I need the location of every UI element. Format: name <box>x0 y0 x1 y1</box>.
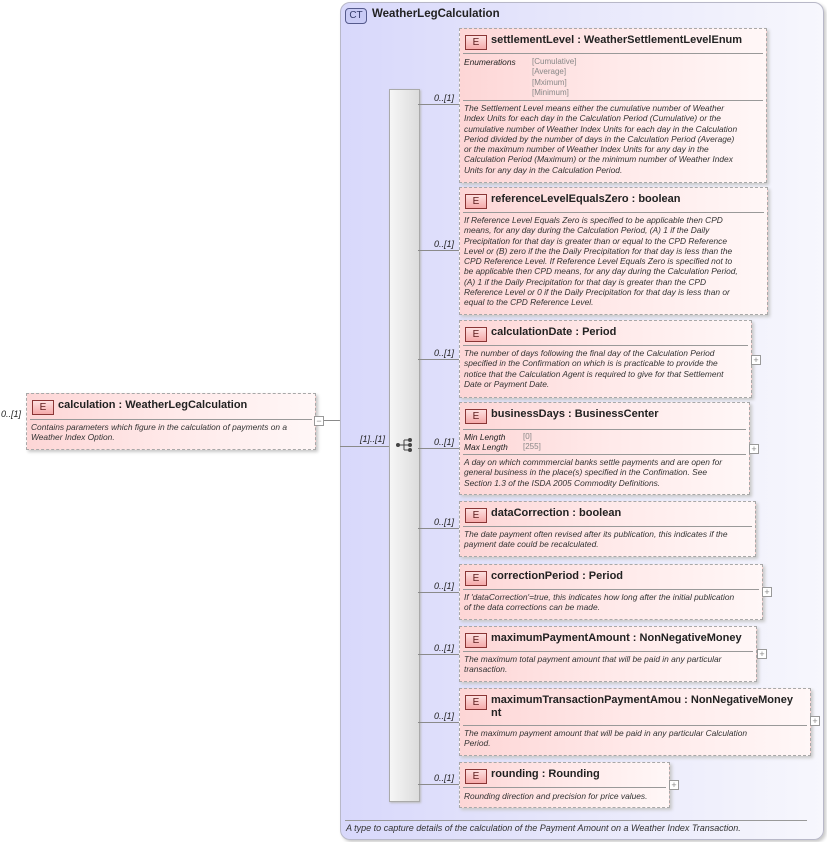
element-badge-icon: E <box>465 327 487 342</box>
connector <box>418 359 460 360</box>
element-description: The maximum total payment amount that will be paid in any particular transaction. <box>464 654 722 675</box>
element-title: dataCorrection : boolean <box>491 507 622 519</box>
element-title: calculationDate : Period <box>491 326 617 338</box>
connector <box>418 784 460 785</box>
element-title: calculation : WeatherLegCalculation <box>58 399 248 411</box>
element-description: The maximum payment amount that will be paid in any particular Calculation Period. <box>464 728 748 749</box>
element-description: The number of days following the final day of the Calculation Period specified in the Confirmation on which is is practicable to provide the notice that the Calculation Agent is required to give for that Settlement Date or Payment Date. <box>464 348 724 389</box>
element-calculation[interactable] <box>26 393 316 450</box>
occurrence: 0..[1] <box>434 437 455 447</box>
element-title: settlementLevel : WeatherSettlementLevelEnum <box>491 34 743 46</box>
expand-icon[interactable]: + <box>751 355 761 365</box>
element-badge-icon: E <box>465 769 487 784</box>
element-description: A day on which commmercial banks settle payments and are open for general business in the place(s) specified in the Confimation. See Section 1.3 of the ISDA 2005 Commodity Definitions. <box>464 457 723 488</box>
element-badge-icon: E <box>32 400 54 415</box>
element-settlementlevel[interactable] <box>459 28 767 183</box>
complex-type-description: A type to capture details of the calculation of the Payment Amount on a Weather Index Transaction. <box>346 823 741 833</box>
occurrence: 0..[1] <box>434 93 455 103</box>
separator <box>463 725 807 726</box>
complex-type-badge-icon: CT <box>345 8 367 24</box>
separator <box>463 589 759 590</box>
facet-label: Max Length <box>464 442 508 452</box>
connector <box>418 592 460 593</box>
enumeration-list: [Cumulative] [Average] [Mximum] [Minimum] <box>532 57 577 97</box>
separator <box>463 345 748 346</box>
element-badge-icon: E <box>465 409 487 424</box>
separator <box>463 526 752 527</box>
element-maximumtransactionpaymentamount[interactable] <box>459 688 811 756</box>
sequence-occurrence: [1]..[1] <box>360 434 386 444</box>
element-description: If 'dataCorrection'=true, this indicates how long after the initial publication of the data corrections can be made. <box>464 592 735 613</box>
occurrence: 0..[1] <box>434 711 455 721</box>
element-title: rounding : Rounding <box>491 768 600 780</box>
element-badge-icon: E <box>465 194 487 209</box>
element-title: businessDays : BusinessCenter <box>491 408 659 420</box>
element-description: The date payment often revised after its publication, this indicates if the payment date could be recalculated. <box>464 529 728 550</box>
facet-label: Enumerations <box>464 57 516 67</box>
occurrence: 0..[1] <box>434 643 455 653</box>
separator <box>463 100 763 101</box>
connector <box>418 654 460 655</box>
element-correctionperiod[interactable] <box>459 564 763 620</box>
element-datacorrection[interactable] <box>459 501 756 557</box>
element-description: If Reference Level Equals Zero is specified to be applicable then CPD means, for any day during the Calculation Period, (A) 1 if the Daily Precipitation for that day is greater than or equal to the CPD Reference Level or (B) zero if the the Daily Precipitation for that day is less than the CPD Reference Level. If Reference Level Equals Zero is specified not to be applicable then CPD means, for any day during the Calculation Period, (A) 1 if the Daily Precipitation for that day is greater than the CPD Reference Level or 0 if the Daily Precipitation for that day is less than or equal to the CPD Reference Level. <box>464 215 738 308</box>
facet-value: [0] <box>523 432 532 441</box>
connector <box>418 104 460 105</box>
element-calculationdate[interactable] <box>459 320 752 398</box>
facet-value: [255] <box>523 442 541 451</box>
separator <box>463 429 746 430</box>
connector <box>418 448 460 449</box>
element-title: maximumPaymentAmount : NonNegativeMoney <box>491 632 742 644</box>
element-description: The Settlement Level means either the cumulative number of Weather Index Units for each day in the Calculation Period (Cumulative) or the cumulative number of Weather Index Units for each day in the Calculation Period divided by the number of days in the Calculation Period (Average) or the maximum number of Weather Index Units for any day in the Calculation Period (Maximum) or the minimum number of Weather Index Units for any day in the Calculation Period. <box>464 103 738 175</box>
expand-icon[interactable]: + <box>810 716 820 726</box>
connector <box>418 250 460 251</box>
separator <box>463 787 666 788</box>
connector <box>324 420 340 421</box>
occurrence: 0..[1] <box>434 517 455 527</box>
element-badge-icon: E <box>465 571 487 586</box>
root-occurrence: 0..[1] <box>1 409 22 419</box>
connector <box>418 722 460 723</box>
complex-type-title: WeatherLegCalculation <box>372 8 500 20</box>
element-badge-icon: E <box>465 508 487 523</box>
occurrence: 0..[1] <box>434 773 455 783</box>
element-badge-icon: E <box>465 695 487 710</box>
expand-icon[interactable]: + <box>762 587 772 597</box>
connector <box>418 528 460 529</box>
separator <box>463 454 746 455</box>
separator <box>463 53 763 54</box>
separator <box>463 651 753 652</box>
separator <box>30 419 312 420</box>
element-businessdays[interactable] <box>459 402 750 495</box>
connector <box>340 446 389 447</box>
element-rounding[interactable] <box>459 762 670 808</box>
collapse-toggle-icon[interactable]: − <box>314 416 324 426</box>
occurrence: 0..[1] <box>434 239 455 249</box>
element-badge-icon: E <box>465 633 487 648</box>
occurrence: 0..[1] <box>434 348 455 358</box>
element-description: Rounding direction and precision for price values. <box>464 791 648 801</box>
facet-label: Min Length <box>464 432 506 442</box>
element-referencelevelequalszero[interactable] <box>459 187 768 315</box>
separator <box>463 212 764 213</box>
element-badge-icon: E <box>465 35 487 50</box>
expand-icon[interactable]: + <box>749 444 759 454</box>
element-title: correctionPeriod : Period <box>491 570 624 582</box>
element-title: maximumTransactionPaymentAmou : NonNegativeMoney nt <box>491 694 793 719</box>
element-description: Contains parameters which figure in the calculation of payments on a Weather Index Option. <box>31 422 288 443</box>
sequence-icon <box>396 437 414 453</box>
expand-icon[interactable]: + <box>757 649 767 659</box>
occurrence: 0..[1] <box>434 581 455 591</box>
expand-icon[interactable]: + <box>669 780 679 790</box>
separator <box>345 820 807 821</box>
element-title: referenceLevelEqualsZero : boolean <box>491 193 681 205</box>
element-maximumpaymentamount[interactable] <box>459 626 757 682</box>
